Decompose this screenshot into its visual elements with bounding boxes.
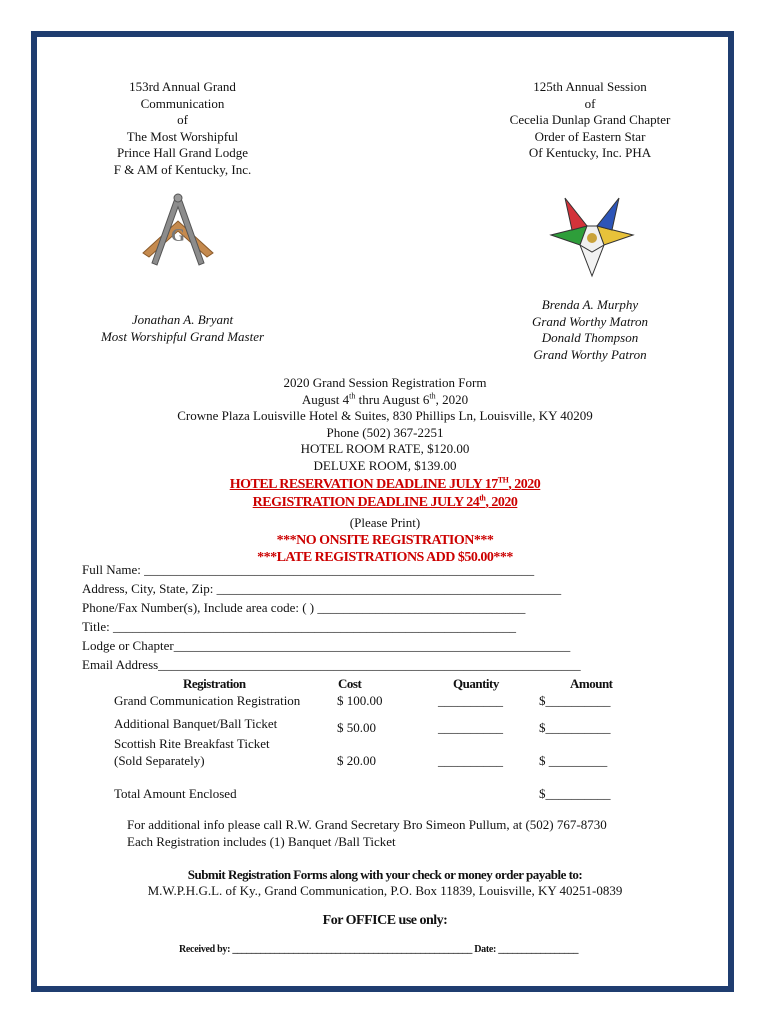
submit-heading: Submit Registration Forms along with your check or money order payable to:	[187, 867, 583, 882]
info-line: Each Registration includes (1) Banquet /Ball Ticket	[127, 833, 396, 849]
submit-address: M.W.P.H.G.L. of Ky., Grand Communication, P.O. Box 11839, Louisville, KY 40251-0839	[147, 883, 623, 898]
chapter-line: Cecelia Dunlap Grand Chapter	[509, 112, 671, 127]
hotel-address: Crowne Plaza Louisville Hotel & Suites, 830 Phillips Ln, Louisville, KY 40209	[177, 408, 593, 423]
lodge-field[interactable]: Lodge or Chapter_____________________________________________________________	[82, 638, 571, 653]
lodge-line: Prince Hall Grand Lodge	[116, 145, 249, 160]
lodge-line: The Most Worshipful	[126, 128, 239, 144]
lodge-line: F & AM of Kentucky, Inc.	[113, 161, 252, 177]
lodge-header	[100, 79, 265, 178]
row-item: Scottish Rite Breakfast Ticket	[114, 736, 270, 751]
date-line[interactable]: _________________	[498, 944, 579, 955]
deadlines	[100, 476, 670, 566]
square-and-compass-icon	[133, 191, 223, 271]
row-amount[interactable]: $ _________	[539, 753, 608, 768]
lodge-line: Communication	[140, 95, 225, 111]
session-info	[100, 375, 670, 474]
form-title: 2020 Grand Session Registration Form	[283, 375, 487, 390]
row-item-note: (Sold Separately)	[114, 753, 205, 768]
header-quantity: Quantity	[453, 676, 499, 691]
received-label: Received by:	[179, 944, 231, 955]
header-cost: Cost	[338, 676, 362, 691]
lodge-officer	[85, 312, 280, 345]
officer-line: Donald Thompson	[541, 330, 639, 345]
lodge-line: of	[177, 112, 188, 127]
office-heading: For OFFICE use only:	[322, 913, 448, 928]
chapter-line: Order of Eastern Star	[534, 128, 646, 144]
header-registration: Registration	[183, 676, 246, 691]
info-line: For additional info please call R.W. Grand Secretary Bro Simeon Pullum, at (502) 767-8730	[127, 817, 607, 832]
chapter-line: Of Kentucky, Inc. PHA	[528, 145, 652, 160]
eastern-star-icon	[547, 190, 637, 278]
hotel-phone: Phone (502) 367-2251	[326, 424, 444, 440]
row-cost: $ 50.00	[337, 720, 376, 735]
hotel-deadline: HOTEL RESERVATION DEADLINE JULY 17TH, 2020	[229, 475, 541, 492]
no-onsite-notice: ***NO ONSITE REGISTRATION***	[276, 532, 494, 548]
row-cost: $ 100.00	[337, 693, 383, 708]
phone-field[interactable]: Phone/Fax Number(s), Include area code: ( ) ________________________________	[82, 600, 526, 615]
chapter-header	[495, 79, 685, 162]
officer-name: Jonathan A. Bryant	[131, 312, 234, 327]
submit-section	[90, 866, 680, 900]
total-label: Total Amount Enclosed	[114, 786, 237, 801]
late-registration-notice: ***LATE REGISTRATIONS ADD $50.00***	[257, 549, 513, 565]
date-label: Date:	[474, 944, 497, 955]
row-amount[interactable]: $__________	[539, 720, 611, 735]
lodge-line: 153rd Annual Grand	[129, 79, 236, 94]
chapter-line: of	[584, 95, 596, 111]
session-dates: August 4th thru August 6th, 2020	[301, 391, 469, 407]
row-quantity[interactable]: __________	[438, 720, 503, 735]
office-received	[179, 944, 578, 955]
address-field[interactable]: Address, City, State, Zip: _____________________________________________________	[82, 581, 562, 596]
header-amount: Amount	[570, 676, 613, 691]
email-field[interactable]: Email Address_________________________________________________________________	[82, 657, 581, 672]
svg-text:G: G	[170, 225, 186, 245]
room-rate: HOTEL ROOM RATE, $120.00	[300, 441, 470, 456]
officer-line: Grand Worthy Patron	[533, 346, 647, 362]
officer-title: Most Worshipful Grand Master	[100, 328, 265, 344]
row-amount[interactable]: $__________	[539, 693, 611, 708]
deluxe-rate: DELUXE ROOM, $139.00	[313, 457, 457, 473]
registration-deadline: REGISTRATION DEADLINE JULY 24th, 2020	[252, 493, 518, 510]
chapter-line: 125th Annual Session	[533, 79, 647, 94]
row-quantity[interactable]: __________	[438, 693, 503, 708]
total-amount[interactable]: $__________	[539, 786, 611, 801]
row-item: Grand Communication Registration	[114, 693, 301, 708]
title-field[interactable]: Title: ______________________________________________________________	[82, 619, 516, 634]
additional-info	[127, 817, 687, 850]
officer-line: Grand Worthy Matron	[531, 313, 649, 329]
received-line[interactable]: ___________________________________________________	[232, 944, 473, 955]
row-item: Additional Banquet/Ball Ticket	[114, 716, 278, 731]
registration-fields	[82, 561, 702, 676]
please-print: (Please Print)	[349, 515, 421, 530]
row-cost: $ 20.00	[337, 753, 376, 768]
row-quantity[interactable]: __________	[438, 753, 503, 768]
officer-line: Brenda A. Murphy	[541, 297, 639, 312]
chapter-officers	[505, 297, 675, 363]
full-name-field[interactable]: Full Name: ____________________________________________________________	[82, 562, 535, 577]
